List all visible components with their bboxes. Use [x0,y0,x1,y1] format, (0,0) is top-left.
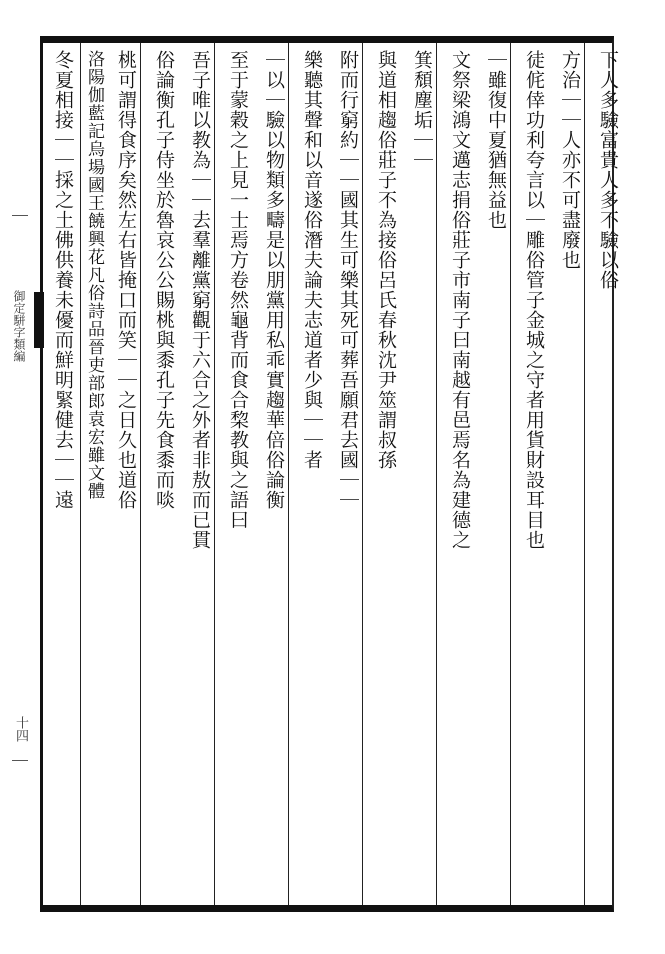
margin-tick [12,215,28,216]
text-column-4: ｜雖復中夏猶無益也 [485,50,507,230]
text-column-2: 方治｜｜人亦不可盡廢也 [559,50,581,270]
text-column-16: 冬夏相接｜｜採之土佛供養未優而鮮明緊健去｜｜遠 [52,50,74,510]
text-column-11: 至于蒙穀之上見一士焉方卷然龜背而食合棃教與之語曰 [227,50,249,530]
text-column-6: 箕頹塵垢｜｜ [411,50,433,170]
text-column-12: 吾子唯以教為｜｜去羣離黨窮觀于六合之外者非敖而已貫 [189,50,211,550]
text-column-10: ｜以｜驗以物類多疇是以朋黨用私乖實趨華倍俗論衡 [263,50,285,510]
text-column-15: 洛陽伽藍記烏場國王饒興花凡俗詩品晉吏部郎袁宏雖文體 [84,50,104,500]
fishtail-mark [34,292,44,348]
text-column-13: 俗論衡孔子侍坐於魯哀公公賜桃與黍孔子先食黍而啖 [153,50,175,510]
folio-number: 十四 [13,716,28,742]
text-column-5: 文祭梁鴻文邁志捐俗莊子市南子曰南越有邑焉名為建德之 [449,50,471,550]
margin-tick [12,760,28,761]
text-column-14: 桃可謂得食序矣然左右皆掩口而笑｜｜之日久也道俗 [115,50,137,510]
text-column-3: 徒侂倖功利夸言以｜雕俗管子金城之守者用貨財設耳目也 [523,50,545,550]
text-column-9: 樂聽其聲和以音遂俗潛夫論夫志道者少與｜｜者 [301,50,323,470]
text-column-1: 下人多驗富貴人多不驗以俗 [597,50,619,290]
text-column-8: 附而行窮約｜｜國其生可樂其死可葬吾願君去國｜｜ [337,50,359,510]
text-column-7: 與道相趨俗莊子不為接俗呂氏春秋沈尹筮謂叔孫 [375,50,397,470]
book-title-margin: 御定駢字類編 [12,290,26,362]
